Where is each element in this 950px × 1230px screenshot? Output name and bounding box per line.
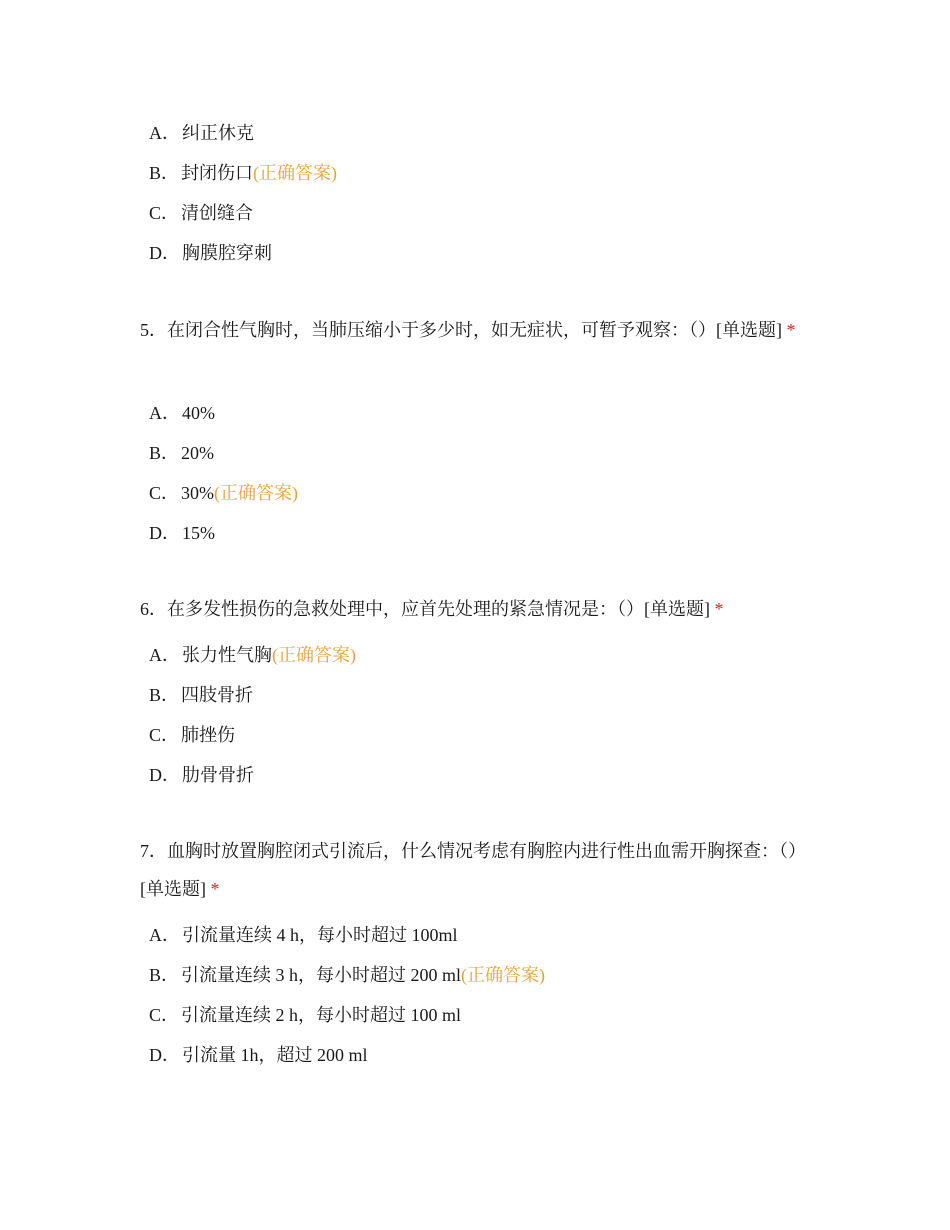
option-text: 30%	[181, 483, 215, 503]
option-letter: B．	[149, 443, 180, 463]
option-text: 15%	[182, 523, 215, 543]
q6-option-d[interactable]	[149, 763, 254, 787]
q6-option-a[interactable]	[149, 643, 356, 667]
question-text: 血胸时放置胸腔闭式引流后，什么情况考虑有胸腔内进行性出血需开胸探查：（）[单选题]	[140, 841, 806, 899]
q7-option-a[interactable]	[149, 923, 458, 947]
q6-option-b[interactable]	[149, 683, 253, 707]
q7-option-c[interactable]	[149, 1003, 461, 1027]
q5-option-b[interactable]	[149, 441, 214, 465]
option-text: 肺挫伤	[181, 725, 236, 745]
option-text: 40%	[182, 403, 215, 423]
question-number: 5．	[140, 320, 167, 340]
option-text: 胸膜腔穿刺	[182, 243, 272, 263]
option-letter: A．	[149, 123, 180, 143]
option-letter: B．	[149, 163, 180, 183]
required-asterisk: *	[786, 320, 796, 340]
option-letter: C．	[149, 1005, 180, 1025]
correct-answer-mark: (正确答案)	[253, 163, 338, 183]
q5-option-a[interactable]	[149, 401, 215, 425]
question-text: 在多发性损伤的急救处理中，应首先处理的紧急情况是：（）[单选题]	[167, 599, 710, 619]
option-text: 清创缝合	[181, 203, 254, 223]
option-text: 20%	[181, 443, 215, 463]
correct-answer-mark: (正确答案)	[214, 483, 299, 503]
q4-option-c[interactable]	[149, 201, 253, 225]
option-letter: C．	[149, 483, 180, 503]
q6-option-c[interactable]	[149, 723, 235, 747]
option-text: 引流量连续 3 h，每小时超过 200 ml	[181, 965, 462, 985]
q7-stem	[140, 832, 810, 908]
option-letter: D．	[149, 243, 180, 263]
option-letter: A．	[149, 925, 180, 945]
option-text: 四肢骨折	[181, 685, 254, 705]
option-text: 引流量连续 4 h，每小时超过 100ml	[182, 925, 458, 945]
q5-stem	[140, 311, 810, 349]
q4-option-b[interactable]	[149, 161, 337, 185]
option-letter: A．	[149, 403, 180, 423]
option-text: 纠正休克	[182, 123, 254, 143]
option-letter: D．	[149, 1045, 180, 1065]
correct-answer-mark: (正确答案)	[461, 965, 546, 985]
option-letter: D．	[149, 765, 180, 785]
option-text: 肋骨骨折	[182, 765, 254, 785]
option-text: 引流量连续 2 h，每小时超过 100 ml	[181, 1005, 462, 1025]
option-text: 张力性气胸	[182, 645, 272, 665]
option-text: 封闭伤口	[181, 163, 254, 183]
option-text: 引流量 1h，超过 200 ml	[182, 1045, 368, 1065]
option-letter: A．	[149, 645, 180, 665]
option-letter: C．	[149, 203, 180, 223]
option-letter: B．	[149, 965, 180, 985]
q5-option-d[interactable]	[149, 521, 215, 545]
option-letter: C．	[149, 725, 180, 745]
q5-option-c[interactable]	[149, 481, 298, 505]
question-number: 6．	[140, 599, 167, 619]
q4-option-a[interactable]	[149, 121, 254, 145]
correct-answer-mark: (正确答案)	[272, 645, 356, 665]
q4-option-d[interactable]	[149, 241, 272, 265]
required-asterisk: *	[714, 599, 724, 619]
required-asterisk: *	[210, 879, 220, 899]
question-text: 在闭合性气胸时，当肺压缩小于多少时，如无症状，可暂予观察：（）[单选题]	[167, 320, 782, 340]
option-letter: B．	[149, 685, 180, 705]
q6-stem	[140, 590, 810, 628]
q7-option-d[interactable]	[149, 1043, 368, 1067]
q7-option-b[interactable]	[149, 963, 545, 987]
question-number: 7．	[140, 841, 167, 861]
option-letter: D．	[149, 523, 180, 543]
